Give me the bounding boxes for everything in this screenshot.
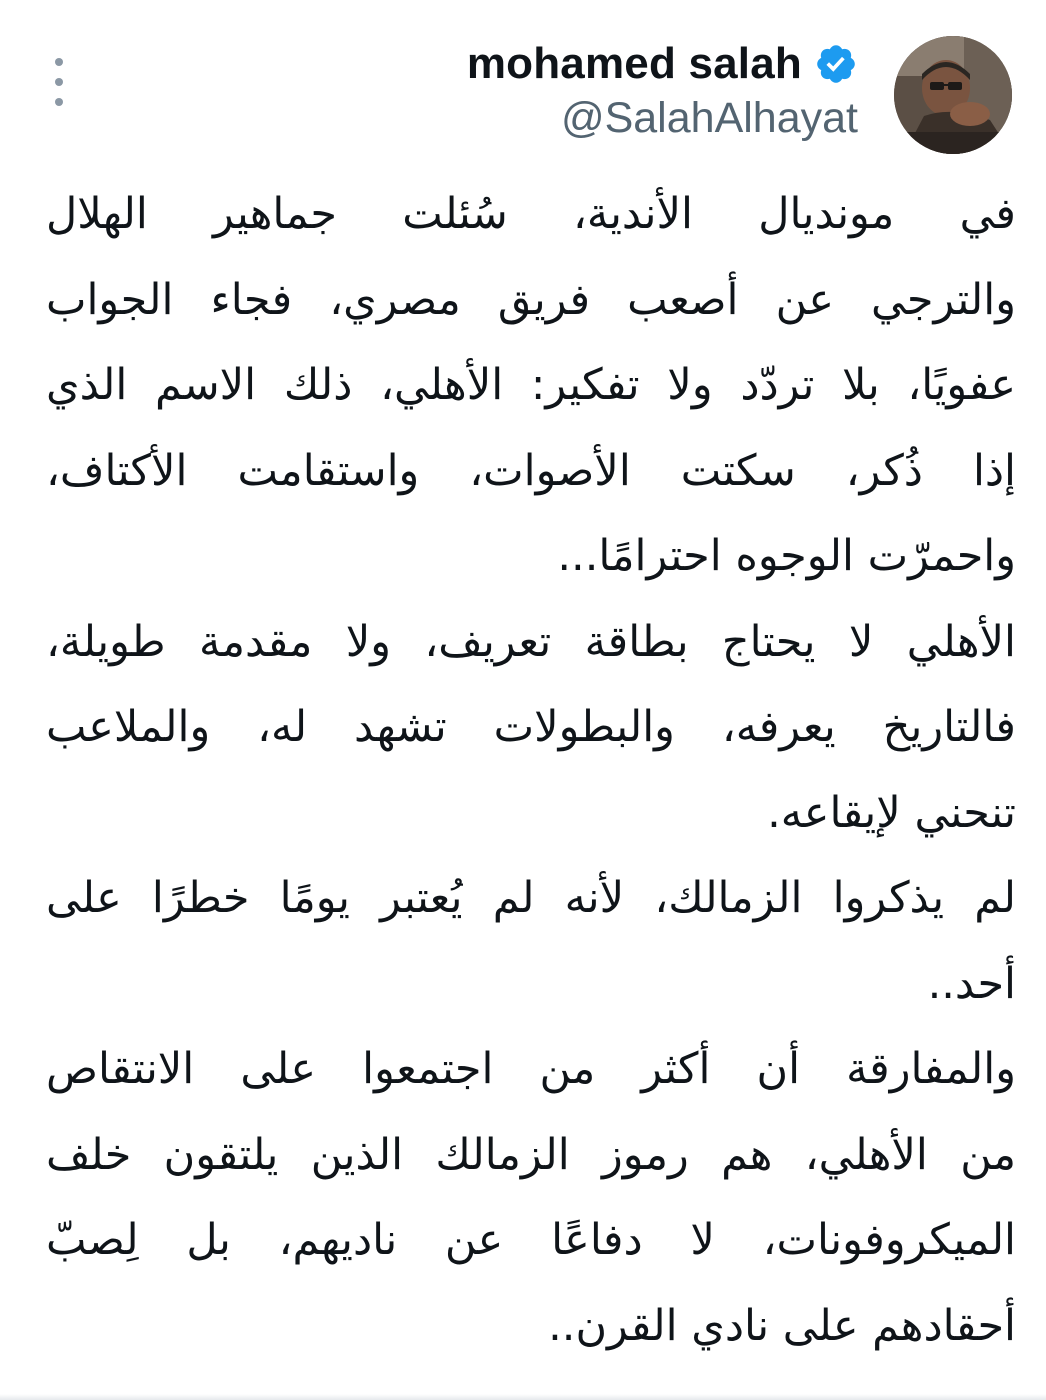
tweet-text-line: تنحني لإيقاعه. [767,787,1016,838]
tweet-text-line: والمفارقة أن أكثر من اجتمعوا على الانتقاص [46,1044,1016,1094]
author-name-row[interactable] [467,36,858,92]
verified-badge-icon [814,42,858,86]
tweet-text-line: واحمرّت الوجوه احترامًا... [557,531,1016,581]
tweet-text-line: إذا ذُكر، سكتت الأصوات، واستقامت الأكتاف، [46,445,1016,496]
more-dot-icon [55,98,63,106]
author-handle[interactable]: @SalahAlhayat [560,94,858,142]
tweet-text-line: أحقادهم على نادي القرن.. [548,1300,1016,1351]
bottom-divider [0,1394,1046,1400]
tweet-text [46,172,1016,1372]
more-dot-icon [55,58,63,66]
tweet-text-line: في مونديال الأندية، سُئلت جماهير الهلال [46,189,1016,239]
tweet-text-line: والترجي عن أصعب فريق مصري، فجاء الجواب [46,274,1016,325]
tweet-text-line: الأهلي لا يحتاج بطاقة تعريف، ولا مقدمة طويلة، [46,616,1016,667]
tweet-header [0,0,1046,165]
author-avatar[interactable] [894,36,1012,154]
author-display-name[interactable]: mohamed salah [466,39,802,88]
tweet-text-line: من الأهلي، هم رموز الزمالك الذين يلتقون خلف [46,1129,1016,1180]
tweet-text-line: أحد.. [927,958,1016,1009]
more-dot-icon [55,78,63,86]
more-options-button[interactable] [44,58,74,106]
tweet-text-line: الميكروفونات، لا دفاعًا عن ناديهم، بل لِصبّ [46,1215,1016,1265]
profile-photo [894,36,1012,154]
tweet-text-line: عفويًا، بلا تردّد ولا تفكير: الأهلي، ذلك الاسم الذي [46,360,1016,410]
tweet-text-line: فالتاريخ يعرفه، والبطولات تشهد له، والملاعب [46,702,1016,752]
tweet-text-line: لم يذكروا الزمالك، لأنه لم يُعتبر يومًا خطرًا على [46,873,1016,923]
